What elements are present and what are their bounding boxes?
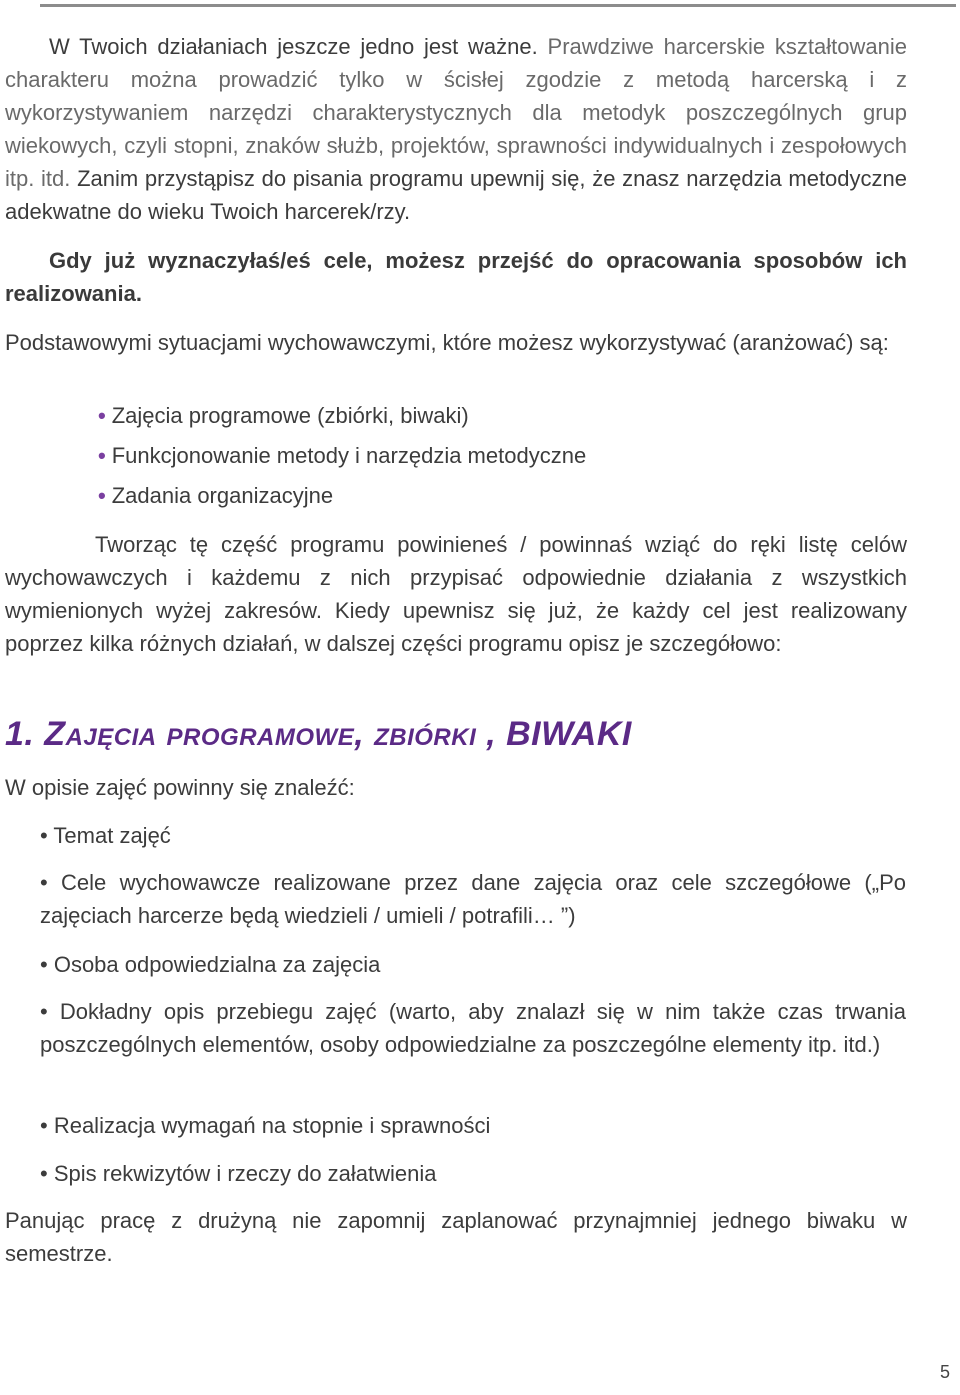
list-item: • Realizacja wymagań na stopnie i sprawności bbox=[40, 1113, 491, 1138]
paragraph-description-intro: W opisie zajęć powinny się znaleźć: bbox=[5, 775, 355, 800]
list-item: • Osoba odpowiedzialna za zajęcia bbox=[40, 952, 381, 977]
intro-dark-text: Zanim przystąpisz do pisania programu upewnij się, że znasz narzędzia metodyczne adekwatne do wieku Twoich harcerek/rzy. bbox=[5, 166, 907, 224]
paragraph-instructions: Tworząc tę część programu powinieneś / powinnaś wziąć do ręki listę celów wychowawczych i każdemu z nich przypisać odpowiednie działania z wszystkich wymienionych wyżej zakresów. Kiedy upewnisz się już, że każdy cel jest realizowany poprzez kilka różnych działań, w dalszej części programu opisz je szczegółowo: bbox=[5, 532, 907, 656]
bullet-icon: • bbox=[40, 952, 48, 977]
bullet-icon: • bbox=[40, 1113, 48, 1138]
page-number: 5 bbox=[939, 1362, 950, 1382]
intro-gray-text: Prawdziwe harcerskie kształtowanie charakteru można prowadzić tylko w ścisłej zgodzie z metodą harcerską i z wykorzystywaniem narzędzi charakterystycznych dla metodyk poszczególnych grup wiekowych, czyli stopni, znaków służb, projektów, sprawności indywidualnych i zespołowych itp. itd. bbox=[5, 34, 907, 191]
paragraph-situations: Podstawowymi sytuacjami wychowawczymi, które możesz wykorzystywać (aranżować) są: bbox=[5, 330, 889, 355]
bullet-icon: • bbox=[40, 823, 48, 848]
bullet-icon: • bbox=[98, 483, 106, 508]
bullet-icon: • bbox=[98, 403, 106, 428]
list-item: • Cele wychowawcze realizowane przez dane zajęcia oraz cele szczegółowe („Po zajęciach harcerze będą wiedzieli / umieli / potrafili… ”) bbox=[40, 870, 906, 928]
section-heading: 1. Zajęcia programowe, zbiórki , BIWAKI bbox=[5, 715, 632, 753]
paragraph-intro bbox=[5, 30, 907, 228]
bullet-icon: • bbox=[98, 443, 106, 468]
bullet-icon: • bbox=[40, 999, 48, 1024]
paragraph-closing: Panując pracę z drużyną nie zapomnij zaplanować przynajmniej jednego biwaku w semestrze. bbox=[5, 1208, 907, 1266]
intro-lead: W Twoich działaniach jeszcze jedno jest ważne. bbox=[49, 34, 538, 59]
list-item: • Dokładny opis przebiegu zajęć (warto, aby znalazł się w nim także czas trwania poszczególnych elementów, osoby odpowiedzialne za poszczególne elementy itp. itd.) bbox=[40, 999, 906, 1057]
list-item: • Funkcjonowanie metody i narzędzia metodyczne bbox=[98, 443, 587, 468]
list-item: • Zadania organizacyjne bbox=[98, 483, 334, 508]
list-item: • Temat zajęć bbox=[40, 823, 171, 848]
top-rule bbox=[40, 4, 956, 7]
bullet-icon: • bbox=[40, 1161, 48, 1186]
bold-paragraph: Gdy już wyznaczyłaś/eś cele, możesz przejść do opracowania sposobów ich realizowania. bbox=[5, 248, 907, 306]
list-item: • Zajęcia programowe (zbiórki, biwaki) bbox=[98, 403, 469, 428]
list-item: • Spis rekwizytów i rzeczy do załatwienia bbox=[40, 1161, 437, 1186]
bullet-icon: • bbox=[40, 870, 48, 895]
